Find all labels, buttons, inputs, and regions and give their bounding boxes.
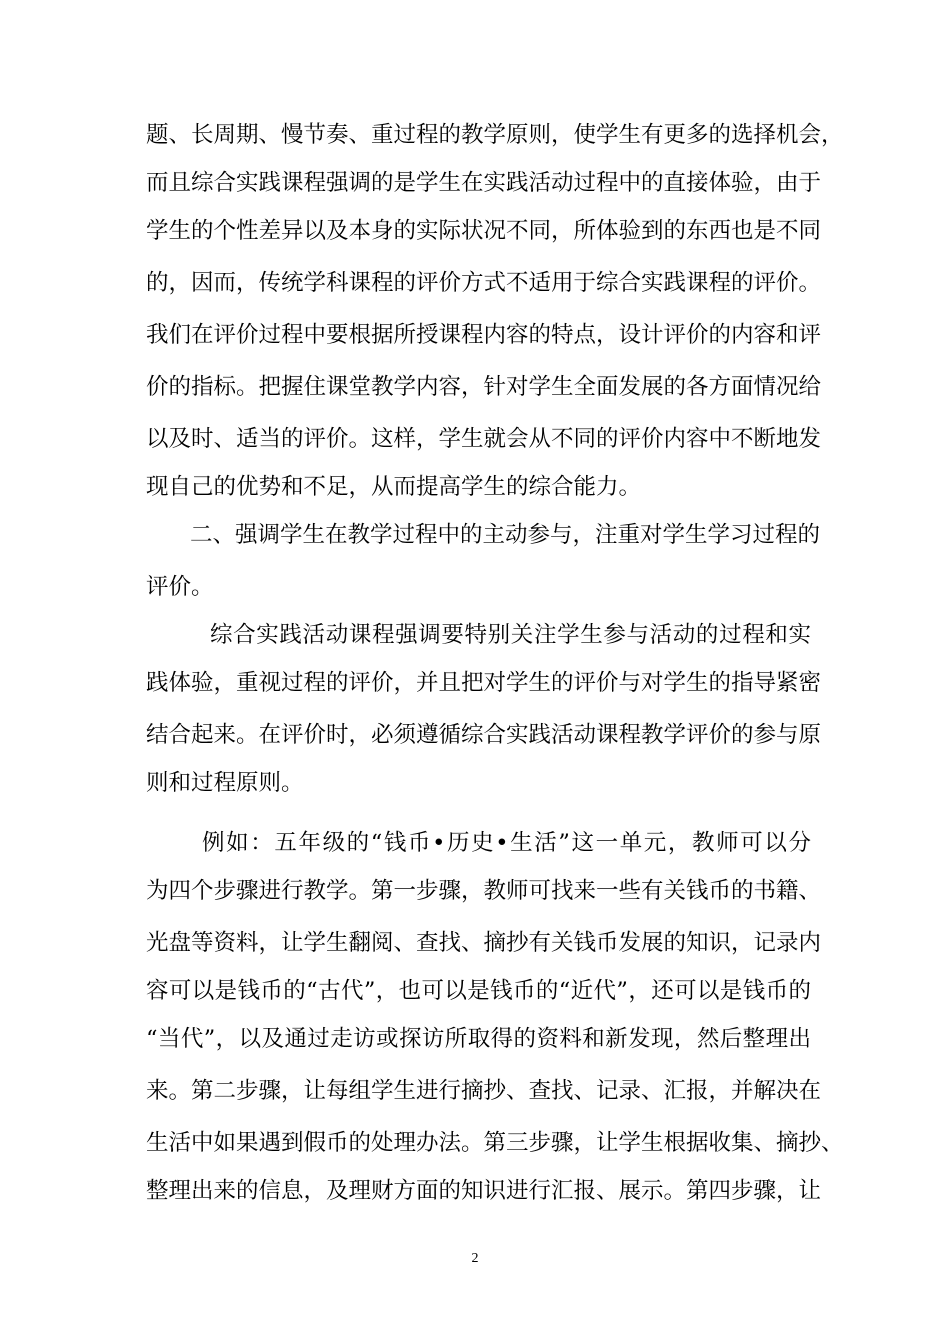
body-line-2: 而且综合实践课程强调的是学生在实践活动过程中的直接体验，由于 xyxy=(146,170,822,196)
body-line-6: 价的指标。把握住课堂教学内容，针对学生全面发展的各方面情况给 xyxy=(146,374,822,400)
body-line-10: 践体验，重视过程的评价，并且把对学生的评价与对学生的指导紧密 xyxy=(146,670,822,696)
body-line-8: 现自己的优势和不足，从而提高学生的综合能力。 xyxy=(146,474,642,500)
body-line-5: 我们在评价过程中要根据所授课程内容的特点，设计评价的内容和评 xyxy=(146,322,822,348)
body-line-18: 来。第二步骤，让每组学生进行摘抄、查找、记录、汇报，并解决在 xyxy=(146,1078,822,1104)
body-line-13: 例如：五年级的“钱币•历史•生活”这一单元，教师可以分 xyxy=(202,830,811,856)
body-line-16: 容可以是钱币的“古代”，也可以是钱币的“近代”，还可以是钱币的 xyxy=(146,978,811,1004)
body-line-17: “当代”，以及通过走访或探访所取得的资料和新发现，然后整理出 xyxy=(146,1026,811,1052)
body-line-4: 的，因而，传统学科课程的评价方式不适用于综合实践课程的评价。 xyxy=(146,270,822,296)
body-line-9: 综合实践活动课程强调要特别关注学生参与活动的过程和实 xyxy=(210,622,811,648)
body-line-7: 以及时、适当的评价。这样，学生就会从不同的评价内容中不断地发 xyxy=(146,426,822,452)
body-line-14: 为四个步骤进行教学。第一步骤，教师可找来一些有关钱币的书籍、 xyxy=(146,878,822,904)
body-line-11: 结合起来。在评价时，必须遵循综合实践活动课程教学评价的参与原 xyxy=(146,722,822,748)
body-line-3: 学生的个性差异以及本身的实际状况不同，所体验到的东西也是不同 xyxy=(146,218,822,244)
body-line-20: 整理出来的信息，及理财方面的知识进行汇报、展示。第四步骤，让 xyxy=(146,1178,822,1204)
section-heading-line-2: 评价。 xyxy=(146,574,214,600)
page-number: 2 xyxy=(471,1251,479,1266)
body-line-1: 题、长周期、慢节奏、重过程的教学原则，使学生有更多的选择机会， xyxy=(146,122,844,148)
body-line-12: 则和过程原则。 xyxy=(146,770,304,796)
body-line-15: 光盘等资料，让学生翻阅、查找、摘抄有关钱币发展的知识，记录内 xyxy=(146,930,822,956)
body-line-19: 生活中如果遇到假币的处理办法。第三步骤，让学生根据收集、摘抄、 xyxy=(146,1130,844,1156)
section-heading-line-1: 二、强调学生在教学过程中的主动参与，注重对学生学习过程的 xyxy=(190,522,821,548)
